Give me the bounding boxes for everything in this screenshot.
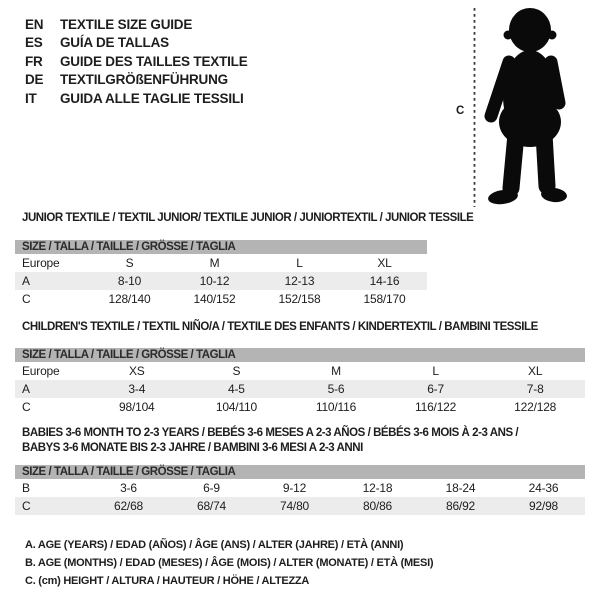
size-cell: 3-6: [120, 481, 137, 495]
size-cell: 80/86: [362, 499, 393, 513]
language-header: [25, 15, 248, 108]
size-cell: 24-36: [528, 481, 559, 495]
table-title: JUNIOR TEXTILE / TEXTIL JUNIOR/ TEXTILE JUNIOR / JUNIORTEXTIL / JUNIOR TESSILE: [22, 212, 474, 224]
size-header-band: SIZE / TALLA / TAILLE / GRÖSSE / TAGLIA: [15, 348, 585, 362]
size-cell: M: [331, 364, 341, 378]
language-label: GUIDE DES TAILLES TEXTILE: [60, 53, 248, 69]
size-cell: S: [125, 256, 134, 270]
size-cell: 140/152: [193, 292, 236, 306]
size-cell: 110/116: [315, 400, 357, 414]
table-row: [15, 479, 585, 497]
language-row: [25, 71, 248, 90]
size-cell: 86/92: [445, 499, 476, 513]
language-label: TEXTILE SIZE GUIDE: [60, 16, 193, 32]
table-row: [15, 272, 427, 290]
language-row: [25, 89, 248, 108]
language-code: EN: [25, 16, 44, 32]
table-row: [15, 254, 427, 272]
language-row: [25, 15, 248, 34]
table-row: [15, 380, 585, 398]
size-cell: XS: [128, 364, 145, 378]
size-cell: 74/80: [279, 499, 310, 513]
language-label: GUIDA ALLE TAGLIE TESSILI: [60, 90, 244, 106]
table-title: CHILDREN'S TEXTILE / TEXTIL NIÑO/A / TEXTILE DES ENFANTS / KINDERTEXTIL / BAMBINI TESSILE: [22, 321, 538, 333]
size-cell: 6-9: [203, 481, 220, 495]
footnotes: [25, 536, 433, 590]
size-cell: 18-24: [445, 481, 476, 495]
row-label: C: [22, 499, 31, 513]
size-cell: 62/68: [113, 499, 144, 513]
size-cell: 5-6: [327, 382, 345, 396]
size-cell: 158/170: [363, 292, 406, 306]
language-code: IT: [25, 90, 37, 106]
size-cell: S: [232, 364, 241, 378]
row-label: A: [22, 382, 30, 396]
size-cell: 7-8: [526, 382, 544, 396]
size-cell: 14-16: [369, 274, 400, 288]
table-title-line: BABYS 3-6 MONATE BIS 2-3 JAHRE / BAMBINI 3-6 MESI A 2-3 ANNI: [22, 442, 363, 454]
table-row: [15, 290, 427, 308]
size-cell: 3-4: [128, 382, 146, 396]
babies-textile-section: [15, 426, 585, 515]
baby-silhouette-icon: [450, 4, 580, 214]
size-cell: 122/128: [514, 400, 557, 414]
row-label: A: [22, 274, 30, 288]
size-cell: 4-5: [228, 382, 245, 396]
size-cell: 9-12: [282, 481, 307, 495]
childrens-textile-section: [15, 320, 585, 416]
size-cell: M: [209, 256, 220, 270]
baby-silhouette: [487, 8, 567, 206]
footnote-c: C. (cm) HEIGHT / ALTURA / HAUTEUR / HÖHE / ALTEZZA: [25, 575, 310, 587]
size-cell: 12-18: [362, 481, 393, 495]
row-label: Europe: [22, 364, 60, 378]
footnote-b: B. AGE (MONTHS) / EDAD (MESES) / ÂGE (MOIS) / ALTER (MONATE) / ETÀ (MESI): [25, 557, 434, 569]
table-row: [15, 497, 585, 515]
junior-textile-section: [15, 211, 474, 308]
size-table: [15, 479, 585, 515]
footnote-a: A. AGE (YEARS) / EDAD (AÑOS) / ÂGE (ANS) / ALTER (JAHRE) / ETÀ (ANNI): [25, 539, 404, 551]
language-label: TEXTILGRÖßENFÜHRUNG: [60, 72, 228, 88]
row-label: C: [22, 292, 31, 306]
size-table: [15, 362, 585, 416]
language-code: FR: [25, 53, 43, 69]
language-row: [25, 52, 248, 71]
size-cell: L: [296, 256, 303, 270]
size-cell: 92/98: [528, 499, 559, 513]
size-cell: 68/74: [196, 499, 227, 513]
language-row: [25, 34, 248, 53]
size-cell: XL: [377, 256, 392, 270]
size-header-band: SIZE / TALLA / TAILLE / GRÖSSE / TAGLIA: [15, 240, 427, 254]
size-cell: 128/140: [108, 292, 151, 306]
table-title: [15, 426, 585, 456]
size-cell: 152/158: [278, 292, 321, 306]
row-label: Europe: [22, 256, 60, 270]
baby-height-figure: [450, 4, 580, 214]
size-cell: L: [432, 364, 439, 378]
size-table: [15, 254, 427, 308]
size-cell: 104/110: [215, 400, 257, 414]
size-cell: 10-12: [199, 274, 230, 288]
size-cell: 8-10: [117, 274, 142, 288]
size-header-band: SIZE / TALLA / TAILLE / GRÖSSE / TAGLIA: [15, 465, 585, 479]
row-label: C: [22, 400, 31, 414]
size-cell: 98/104: [119, 400, 155, 414]
size-cell: XL: [528, 364, 543, 378]
table-title-line: BABIES 3-6 MONTH TO 2-3 YEARS / BEBÉS 3-6 MESES A 2-3 AÑOS / BÉBÉS 3-6 MOIS À 2-3 ANS /: [22, 427, 519, 439]
language-label: GUÍA DE TALLAS: [60, 35, 169, 51]
language-code: ES: [25, 35, 43, 51]
size-cell: 6-7: [427, 382, 444, 396]
table-row: [15, 362, 585, 380]
size-cell: 116/122: [415, 400, 457, 414]
table-row: [15, 398, 585, 416]
size-cell: 12-13: [284, 274, 315, 288]
language-code: DE: [25, 72, 44, 88]
row-label: B: [22, 481, 30, 495]
height-measure-label: C: [456, 105, 465, 117]
